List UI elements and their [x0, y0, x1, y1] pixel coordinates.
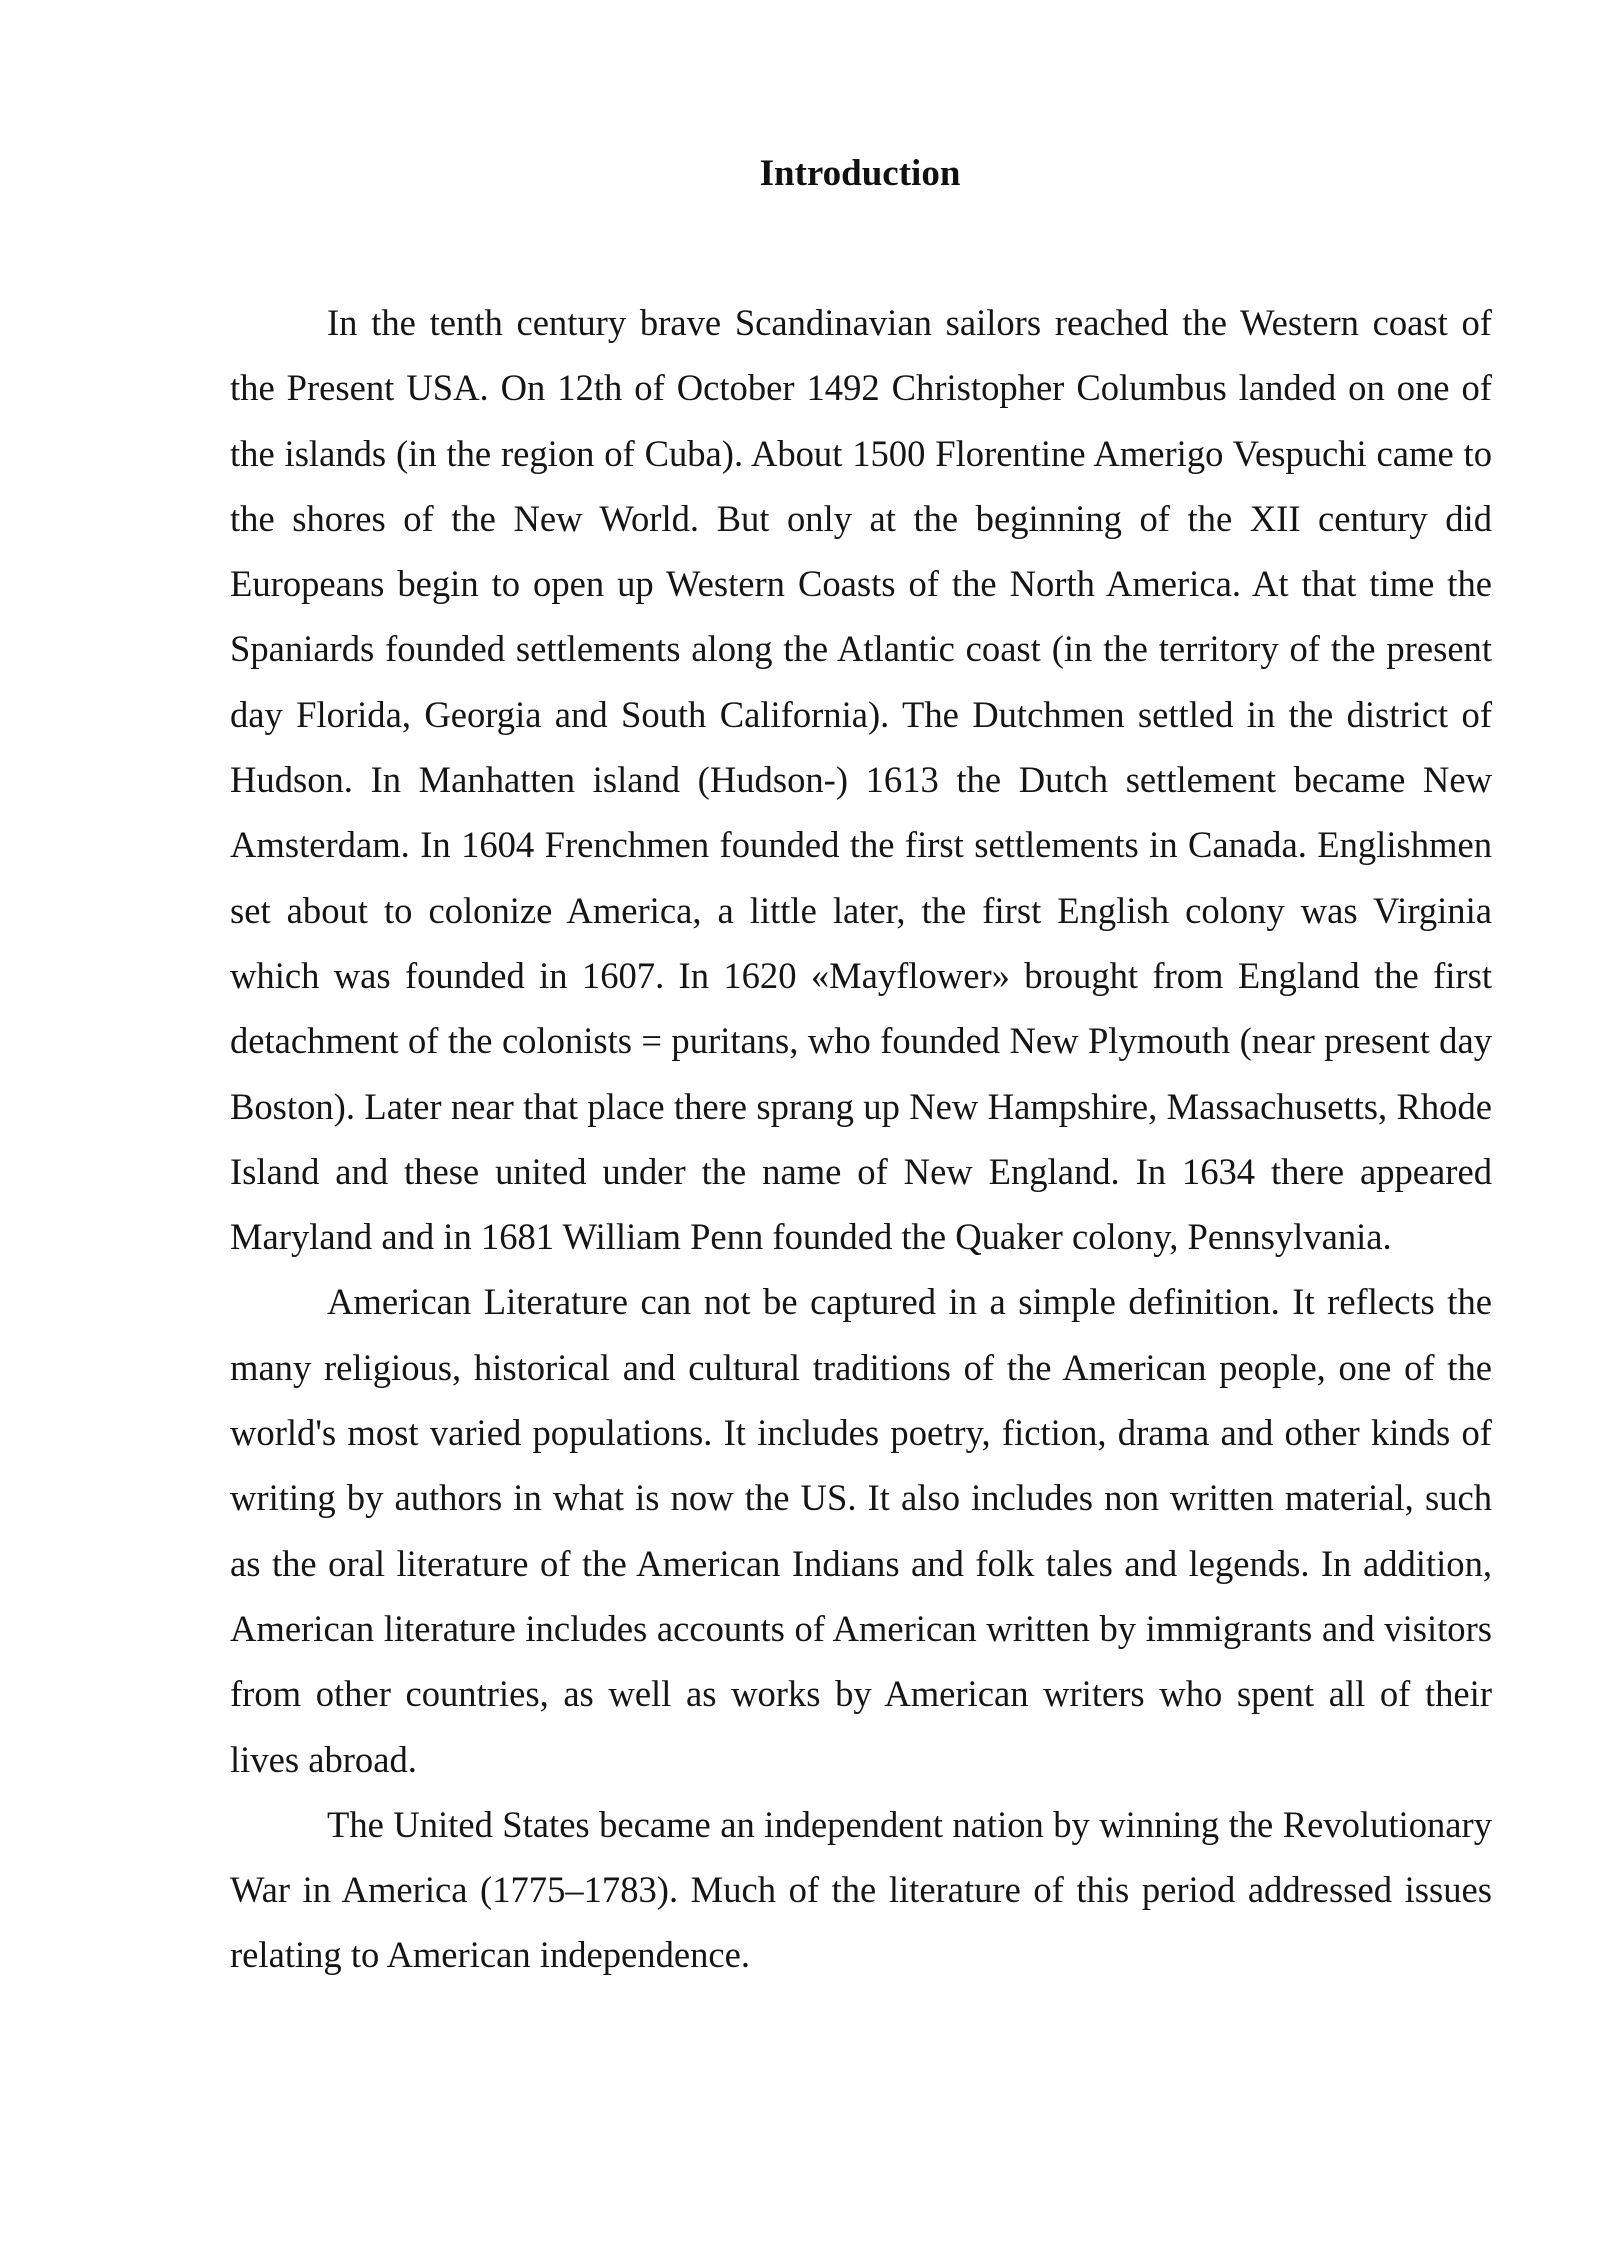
page-title: Introduction [759, 153, 961, 194]
paragraph-independence: The United States became an independent nation by winning the Revolutionary War in America (1775–1783). Much of the literature of this period addressed issues relating to American independence. [230, 1803, 1492, 1976]
paragraph-colonization: In the tenth century brave Scandinavian sailors reached the Western coast of the Present USA. On 12th of October 1492 Christopher Columbus landed on one of the islands (in the region of Cuba). About 1500 Florentine Amerigo Vespuchi came to the shores of the New World. But only at the beginning of the XII century did Europeans begin to open up Western Coasts of the North America. At that time the Spaniards founded settlements along the Atlantic coast (in the territory of the present day Florida, Georgia and South California). The Dutchmen settled in the district of Hudson. In Manhatten island (Hudson-) 1613 the Dutch settlement became New Amsterdam. In 1604 Frenchmen founded the first settlements in Canada. Englishmen set about to colonize America, a little later, the first English colony was Virginia which was founded in 1607. In 1620 «Mayflower» brought from England the first detachment of the colonists = puritans, who founded New Plymouth (near present day Boston). Later near that place there sprang up New Hampshire, Massachusetts, Rhode Island and these united under the name of New England. In 1634 there appeared Maryland and in 1681 William Penn founded the Quaker colony, Pennsylvania. [230, 302, 1492, 1258]
paragraph-american-literature: American Literature can not be captured in a simple definition. It reflects the many religious, historical and cultural traditions of the American people, one of the world's most varied populations. It includes poetry, fiction, drama and other kinds of writing by authors in what is now the US. It also includes non written material, such as the oral literature of the American Indians and folk tales and legends. In addition, American literature includes accounts of American written by immigrants and visitors from other countries, as well as works by American writers who spent all of their lives abroad. [230, 1281, 1492, 1780]
body-text [230, 290, 1492, 1988]
